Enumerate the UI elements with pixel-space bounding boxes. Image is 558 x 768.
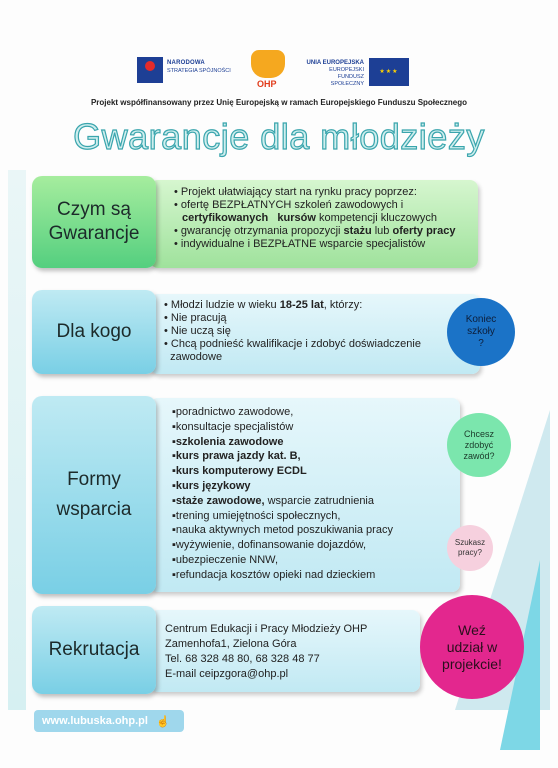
czym-line5: • indywidualne i BEZPŁATNE wsparcie specjalistów bbox=[174, 238, 426, 250]
wez-line1: Weź bbox=[458, 621, 486, 638]
dla-age-range: 18-25 lat bbox=[279, 299, 324, 311]
eu-logo bbox=[306, 58, 416, 88]
rekrutacja-content-box bbox=[150, 610, 420, 692]
czym-line4-a: • gwarancję otrzymania propozycji bbox=[174, 225, 344, 237]
czym-line3-bold2: kursów bbox=[277, 212, 316, 224]
formy-item bbox=[172, 568, 460, 583]
formy-list bbox=[172, 405, 460, 583]
formy-item-text: ▪ubezpieczenie NNW, bbox=[172, 553, 279, 566]
eu-logo-text bbox=[306, 60, 364, 88]
eu-logo-line3: FUNDUSZ SPOŁECZNY bbox=[330, 74, 364, 87]
logo-bar bbox=[0, 55, 558, 95]
dla-line1-c: , którzy: bbox=[323, 299, 363, 311]
wez-line2: udział w bbox=[446, 638, 498, 655]
dla-label-text: Dla kogo bbox=[56, 321, 132, 342]
koniec-line1: Koniec bbox=[465, 314, 497, 325]
czym-label-line1: Czym są bbox=[57, 199, 131, 220]
formy-item bbox=[172, 553, 460, 568]
formy-item-rest: wsparcie zatrudnienia bbox=[264, 494, 374, 507]
formy-item-text: ▪poradnictwo zawodowe, bbox=[172, 406, 294, 418]
formy-item bbox=[172, 479, 460, 494]
circle-szukasz-pracy bbox=[447, 525, 493, 571]
circle-chcesz-zawod bbox=[447, 413, 511, 477]
rekrutacja-email-line bbox=[165, 667, 420, 682]
formy-item-text: ▪szkolenia zawodowe bbox=[172, 435, 284, 448]
formy-item-text: ▪refundacja kosztów opieki nad dzieckiem bbox=[172, 568, 376, 581]
koniec-line3: ? bbox=[478, 338, 484, 349]
formy-label-line1: Formy bbox=[67, 469, 121, 490]
dla-line1-a: • Młodzi ludzie w wieku bbox=[164, 299, 280, 311]
eu-logo-line1: UNIA EUROPEJSKA bbox=[306, 60, 364, 66]
formy-item bbox=[172, 538, 460, 553]
formy-item-text: ▪trening umiejętności społecznych, bbox=[172, 509, 341, 522]
rekrutacja-label bbox=[32, 606, 156, 694]
left-decor-strip bbox=[8, 170, 26, 710]
szukasz-line1: Szukasz bbox=[454, 538, 486, 547]
ns-logo-line1: NARODOWA bbox=[167, 60, 205, 66]
czym-line4 bbox=[174, 225, 478, 238]
circle-wez-udzial bbox=[420, 595, 524, 699]
narodowa-strategia-logo bbox=[137, 55, 237, 89]
dla-line4: • Chcą podnieść kwalifikacje i zdobyć doświadczenie bbox=[164, 338, 421, 350]
szukasz-line2: pracy? bbox=[457, 548, 482, 557]
formy-item-text: ▪staże zawodowe, bbox=[172, 494, 265, 507]
pointer-hand-icon: ☝ bbox=[155, 715, 170, 728]
ohp-logo bbox=[245, 48, 291, 92]
formy-item-text: ▪kurs komputerowy ECDL bbox=[172, 465, 307, 478]
email-label: E-mail bbox=[165, 668, 200, 680]
chcesz-line2: zdobyć bbox=[464, 439, 494, 450]
koniec-line2: szkoły bbox=[467, 326, 495, 337]
website-link[interactable] bbox=[34, 710, 184, 732]
email-address: ceipzgora@ohp.pl bbox=[199, 668, 289, 680]
ns-logo-line2: STRATEGIA SPÓJNOŚCI bbox=[167, 68, 231, 74]
rekrutacja-label-text: Rekrutacja bbox=[48, 639, 140, 660]
eu-logo-line2: EUROPEJSKI bbox=[329, 67, 364, 73]
formy-label bbox=[32, 396, 156, 594]
ohp-emblem-icon bbox=[251, 50, 285, 78]
dla-line1 bbox=[164, 299, 480, 312]
czym-content-box bbox=[150, 180, 478, 268]
czym-line4-b: stażu bbox=[343, 225, 372, 237]
czym-label-line2: Gwarancje bbox=[48, 223, 140, 244]
wez-line3: projekcie! bbox=[442, 655, 502, 672]
czym-line3 bbox=[174, 212, 478, 225]
formy-content-box bbox=[150, 398, 460, 592]
formy-item-text: ▪wyżywienie, dofinansowanie dojazdów, bbox=[172, 539, 367, 552]
formy-item-text: ▪konsultacje specjalistów bbox=[172, 420, 294, 433]
czym-line4-c: lub bbox=[371, 225, 393, 237]
formy-item-text: ▪nauka aktywnych metod poszukiwania pracy bbox=[172, 524, 393, 537]
formy-item bbox=[172, 420, 460, 435]
rekrutacja-line1: Centrum Edukacji i Pracy Młodzieży OHP bbox=[165, 623, 368, 635]
eu-flag-icon: ★★★ bbox=[369, 58, 409, 86]
dla-line2: • Nie pracują bbox=[164, 312, 227, 324]
formy-item-text: ▪kurs językowy bbox=[172, 479, 251, 492]
formy-item bbox=[172, 523, 460, 538]
page-title: Gwarancje dla młodzieży bbox=[73, 116, 485, 157]
formy-item bbox=[172, 449, 460, 464]
dla-content-box bbox=[150, 294, 480, 374]
chcesz-line3: zawód? bbox=[463, 450, 495, 461]
ohp-logo-text: OHP bbox=[257, 79, 277, 89]
formy-item-text: ▪kurs prawa jazdy kat. B, bbox=[172, 450, 301, 463]
circle-koniec-szkoly bbox=[447, 298, 515, 366]
formy-item bbox=[172, 509, 460, 524]
dla-label bbox=[32, 290, 156, 374]
czym-line1: • Projekt ułatwiający start na rynku pracy poprzez: bbox=[174, 186, 417, 198]
dla-line5: zawodowe bbox=[164, 351, 223, 363]
rekrutacja-phone: Tel. 68 328 48 80, 68 328 48 77 bbox=[165, 653, 320, 665]
formy-item bbox=[172, 494, 460, 509]
czym-line4-d: oferty pracy bbox=[392, 225, 456, 237]
chcesz-line1: Chcesz bbox=[463, 428, 494, 439]
website-url[interactable]: www.lubuska.ohp.pl bbox=[42, 715, 148, 727]
czym-line3-bold1: certyfikowanych bbox=[182, 212, 269, 224]
formy-label-line2: wsparcia bbox=[56, 499, 132, 520]
formy-item bbox=[172, 405, 460, 420]
formy-item bbox=[172, 435, 460, 450]
project-cofinancing-line: Projekt współfinansowany przez Unię Europejską w ramach Europejskiego Funduszu Społecznego bbox=[90, 98, 468, 107]
formy-item bbox=[172, 464, 460, 479]
czym-line2: • ofertę BEZPŁATNYCH szkoleń zawodowych i bbox=[174, 199, 404, 211]
czym-label bbox=[32, 176, 156, 268]
dla-line3: • Nie uczą się bbox=[164, 325, 231, 337]
czym-line3-rest: kompetencji kluczowych bbox=[315, 212, 437, 224]
ns-flag-icon bbox=[137, 57, 163, 83]
rekrutacja-line2: Zamenhofa1, Zielona Góra bbox=[165, 638, 297, 650]
